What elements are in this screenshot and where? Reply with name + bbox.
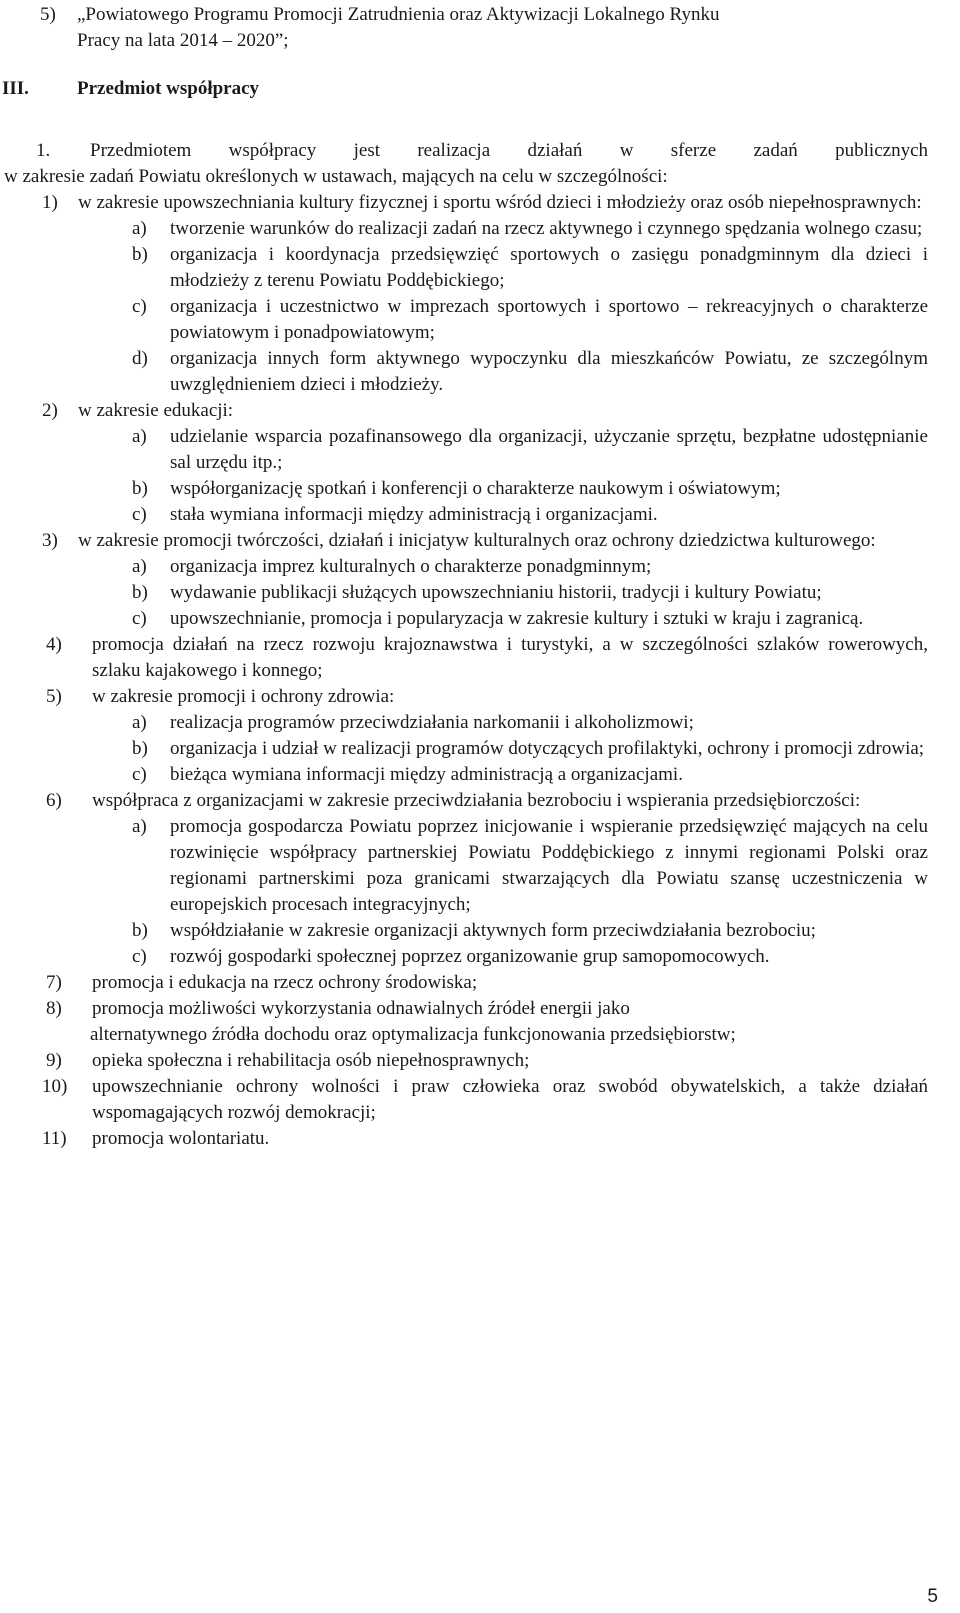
sub-list-item-text: organizacja i koordynacja przedsięwzięć sportowych o zasięgu ponadgminnym dla dzieci i młodzieży z terenu Powiatu Poddębickiego; (170, 244, 928, 291)
sub-list-item (4, 424, 928, 476)
sub-list-item-text: realizacja programów przeciwdziałania narkomanii i alkoholizmowi; (170, 712, 694, 733)
list-item-number: 8) (46, 998, 62, 1019)
list-item-number: 4) (46, 634, 62, 655)
intro-line-2: Pracy na lata 2014 – 2020”; (77, 30, 289, 51)
sub-list-item (4, 736, 928, 762)
list-item-number: 5) (46, 686, 62, 707)
sub-list-item (4, 476, 928, 502)
sub-list-item-text: upowszechnianie, promocja i popularyzacja w zakresie kultury i sztuki w kraju i zagranicą. (170, 608, 864, 629)
section-title: Przedmiot współpracy (77, 78, 260, 99)
list-item-number: 1) (42, 192, 58, 213)
sub-list-item (4, 242, 928, 294)
sub-list-item-letter: a) (132, 556, 147, 577)
list-item-text: promocja i edukacja na rzecz ochrony środowiska; (92, 972, 478, 993)
list-item-text: w zakresie promocji twórczości, działań i inicjatyw kulturalnych oraz ochrony dziedzictwa kulturowego: (78, 530, 876, 551)
sub-list-item (4, 580, 928, 606)
list-item-number: 2) (42, 400, 58, 421)
list-item-number: 6) (46, 790, 62, 811)
list-item-text: opieka społeczna i rehabilitacja osób niepełnosprawnych; (92, 1050, 530, 1071)
list-item (4, 190, 928, 216)
list-item-text: współpraca z organizacjami w zakresie przeciwdziałania bezrobociu i wspierania przedsiębiorczości: (92, 790, 861, 811)
sub-list-item (4, 710, 928, 736)
sub-list-item (4, 294, 928, 346)
list-item (4, 1126, 928, 1152)
sub-list-item-letter: c) (132, 296, 147, 317)
list-item (4, 632, 928, 684)
scope-list (4, 190, 928, 1152)
sub-list-item (4, 918, 928, 944)
list-item-text: promocja działań na rzecz rozwoju krajoznawstwa i turystyki, a w szczególności szlaków rowerowych, szlaku kajakowego i konnego; (92, 634, 928, 681)
sub-list-item-letter: c) (132, 764, 147, 785)
sub-list-item-letter: b) (132, 244, 148, 265)
sub-list-item-text: organizacja innych form aktywnego wypoczynku dla mieszkańców Powiatu, ze szczególnym uwzględnieniem dzieci i młodzieży. (170, 348, 928, 395)
sub-list-item-letter: b) (132, 920, 148, 941)
sub-list-item-text: organizacja imprez kulturalnych o charakterze ponadgminnym; (170, 556, 652, 577)
section-heading (2, 76, 260, 102)
list-item-text: upowszechnianie ochrony wolności i praw człowieka oraz swobód obywatelskich, a także działań wspomagających rozwój demokracji; (92, 1076, 928, 1123)
paragraph-first-line: Przedmiotem współpracy jest realizacja działań w sferze zadań publicznych (90, 140, 928, 161)
section-number: III. (2, 78, 29, 99)
sub-list-item-text: tworzenie warunków do realizacji zadań na rzecz aktywnego i czynnego spędzania wolnego czasu; (170, 218, 923, 239)
paragraph-1 (4, 138, 928, 190)
list-item (4, 788, 928, 814)
sub-list-item-letter: a) (132, 712, 147, 733)
page-number: 5 (927, 1586, 938, 1607)
list-item (4, 1074, 928, 1126)
sub-list-item-text: rozwój gospodarki społecznej poprzez organizowanie grup samopomocowych. (170, 946, 770, 967)
sub-list-item-letter: a) (132, 816, 147, 837)
list-item-text: w zakresie upowszechniania kultury fizycznej i sportu wśród dzieci i młodzieży oraz osób niepełnosprawnych: (78, 192, 922, 213)
list-item (4, 970, 928, 996)
sub-list-item (4, 944, 928, 970)
list-item-text-continued: alternatywnego źródła dochodu oraz optymalizacja funkcjonowania przedsiębiorstw; (90, 1024, 736, 1045)
intro-line-1: „Powiatowego Programu Promocji Zatrudnienia oraz Aktywizacji Lokalnego Rynku (77, 4, 720, 25)
sub-list-item-text: współdziałanie w zakresie organizacji aktywnych form przeciwdziałania bezrobociu; (170, 920, 816, 941)
sub-list-item-text: udzielanie wsparcia pozafinansowego dla organizacji, użyczanie sprzętu, bezpłatne udostępnianie sal urzędu itp.; (170, 426, 928, 473)
sub-list-item-text: promocja gospodarcza Powiatu poprzez inicjowanie i wspieranie przedsięwzięć mających na celu rozwinięcie współpracy partnerskiej Powiatu Poddębickiego z innymi regionami Polski oraz regionami partnerskimi poza granicami stwarzających dla Powiatu szansę uczestniczenia w europejskich procesach integracyjnych; (170, 816, 928, 915)
sub-list-item-letter: a) (132, 426, 147, 447)
sub-list-item-letter: b) (132, 582, 148, 603)
paragraph-rest: w zakresie zadań Powiatu określonych w ustawach, mających na celu w szczególności: (4, 166, 668, 187)
sub-list-item-letter: a) (132, 218, 147, 239)
sub-list-item-letter: b) (132, 738, 148, 759)
list-item-text: promocja możliwości wykorzystania odnawialnych źródeł energii jako (92, 998, 630, 1019)
sub-list-item-letter: d) (132, 348, 148, 369)
list-item-number: 11) (42, 1128, 67, 1149)
sub-list-item-text: współorganizację spotkań i konferencji o charakterze naukowym i oświatowym; (170, 478, 781, 499)
list-item (4, 1048, 928, 1074)
list-item (4, 528, 928, 554)
paragraph-number: 1. (36, 140, 51, 161)
list-item (4, 684, 928, 710)
sub-list-item-letter: b) (132, 478, 148, 499)
sub-list-item-text: stała wymiana informacji między administracją i organizacjami. (170, 504, 658, 525)
sub-list-item-text: organizacja i udział w realizacji programów dotyczących profilaktyki, ochrony i promocji zdrowia; (170, 738, 925, 759)
sub-list-item-letter: c) (132, 504, 147, 525)
sub-list-item-text: bieżąca wymiana informacji między administracją a organizacjami. (170, 764, 683, 785)
list-item-number: 7) (46, 972, 62, 993)
list-item-number: 10) (42, 1076, 68, 1097)
list-item-text: w zakresie promocji i ochrony zdrowia: (92, 686, 395, 707)
sub-list-item (4, 762, 928, 788)
sub-list-item (4, 216, 928, 242)
sub-list-item-letter: c) (132, 946, 147, 967)
intro-item (40, 2, 926, 54)
list-item-number: 3) (42, 530, 58, 551)
list-item (4, 996, 928, 1048)
list-item-number: 9) (46, 1050, 62, 1071)
intro-item-number: 5) (40, 4, 56, 25)
sub-list-item-text: organizacja i uczestnictwo w imprezach sportowych i sportowo – rekreacyjnych o charakterze powiatowym i ponadpowiatowym; (170, 296, 928, 343)
list-item-text: w zakresie edukacji: (78, 400, 234, 421)
sub-list-item-letter: c) (132, 608, 147, 629)
sub-list-item (4, 346, 928, 398)
sub-list-item (4, 554, 928, 580)
sub-list-item (4, 814, 928, 918)
list-item (4, 398, 928, 424)
sub-list-item (4, 502, 928, 528)
sub-list-item-text: wydawanie publikacji służących upowszechnianiu historii, tradycji i kultury Powiatu; (170, 582, 822, 603)
list-item-text: promocja wolontariatu. (92, 1128, 270, 1149)
sub-list-item (4, 606, 928, 632)
